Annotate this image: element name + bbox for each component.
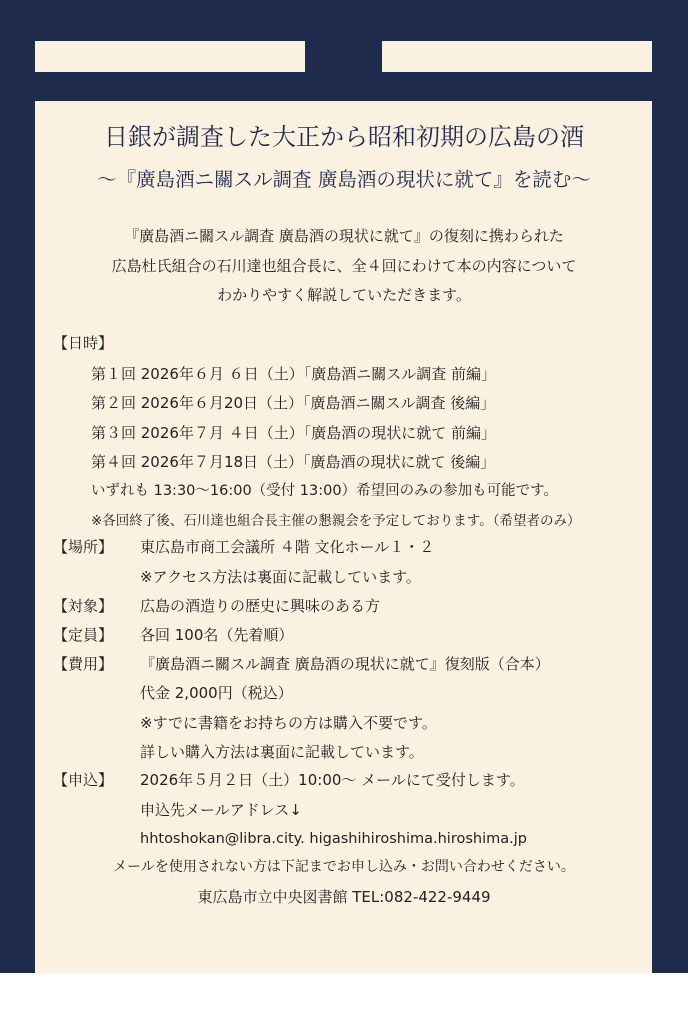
intro-line: 広島杜氏組合の石川達也組合長に、全４回にわけて本の内容について: [111, 257, 577, 275]
party-note: ※各回終了後、石川達也組合長主催の懇親会を予定しております。（希望者のみ）: [91, 513, 581, 529]
target-label: 【対象】: [53, 597, 114, 615]
fee-label: 【費用】: [53, 655, 114, 673]
apply-email-address: hhtoshokan@libra.city. higashihiroshima.hiroshima.jp: [140, 831, 527, 847]
footer-note: メールを使用されない方は下記までお申し込み・お問い合わせください。: [113, 859, 575, 875]
capacity-text: 各回 100名（先着順）: [140, 626, 294, 644]
intro-line: 『廣島酒ニ關スル調査 廣島酒の現状に就て』の復刻に携わられた: [124, 227, 564, 245]
apply-email-label: 申込先メールアドレス↓: [140, 801, 302, 819]
top-right-tab: [382, 41, 652, 72]
venue-access-note: ※アクセス方法は裏面に記載しています。: [140, 568, 421, 586]
venue-text: 東広島市商工会議所 ４階 文化ホール１・２: [140, 538, 435, 556]
session-item: 第１回 2026年６月 ６日（土）「廣島酒ニ關スル調査 前編」: [91, 365, 496, 383]
session-item: 第４回 2026年７月18日（土）「廣島酒の現状に就て 後編」: [91, 453, 496, 471]
top-left-tab: [35, 41, 305, 72]
flyer-subtitle: ～『廣島酒ニ關スル調査 廣島酒の現状に就て』を読む～: [97, 168, 591, 191]
fee-note: ※すでに書籍をお持ちの方は購入不要です。: [140, 714, 437, 732]
apply-date: 2026年５月２日（土）10:00～ メールにて受付します。: [140, 771, 525, 789]
intro-line: わかりやすく解説していただきます。: [217, 286, 471, 304]
time-note: いずれも 13:30～16:00（受付 13:00）希望回のみの参加も可能です。: [91, 483, 558, 499]
fee-purchase-note: 詳しい購入方法は裏面に記載しています。: [140, 743, 424, 761]
target-text: 広島の酒造りの歴史に興味のある方: [140, 597, 381, 615]
session-item: 第３回 2026年７月 ４日（土）「廣島酒の現状に就て 前編」: [91, 424, 496, 442]
fee-book-title: 『廣島酒ニ關スル調査 廣島酒の現状に就て』復刻版（合本）: [140, 655, 550, 673]
footer-contact: 東広島市立中央図書館 TEL:082-422-9449: [197, 888, 491, 906]
session-item: 第２回 2026年６月20日（土）「廣島酒ニ關スル調査 後編」: [91, 394, 496, 412]
venue-label: 【場所】: [53, 538, 114, 556]
capacity-label: 【定員】: [53, 626, 114, 644]
schedule-label: 【日時】: [53, 334, 114, 352]
flyer-title: 日銀が調査した大正から昭和初期の広島の酒: [104, 123, 584, 151]
fee-price: 代金 2,000円（税込）: [140, 684, 293, 702]
apply-label: 【申込】: [53, 771, 114, 789]
